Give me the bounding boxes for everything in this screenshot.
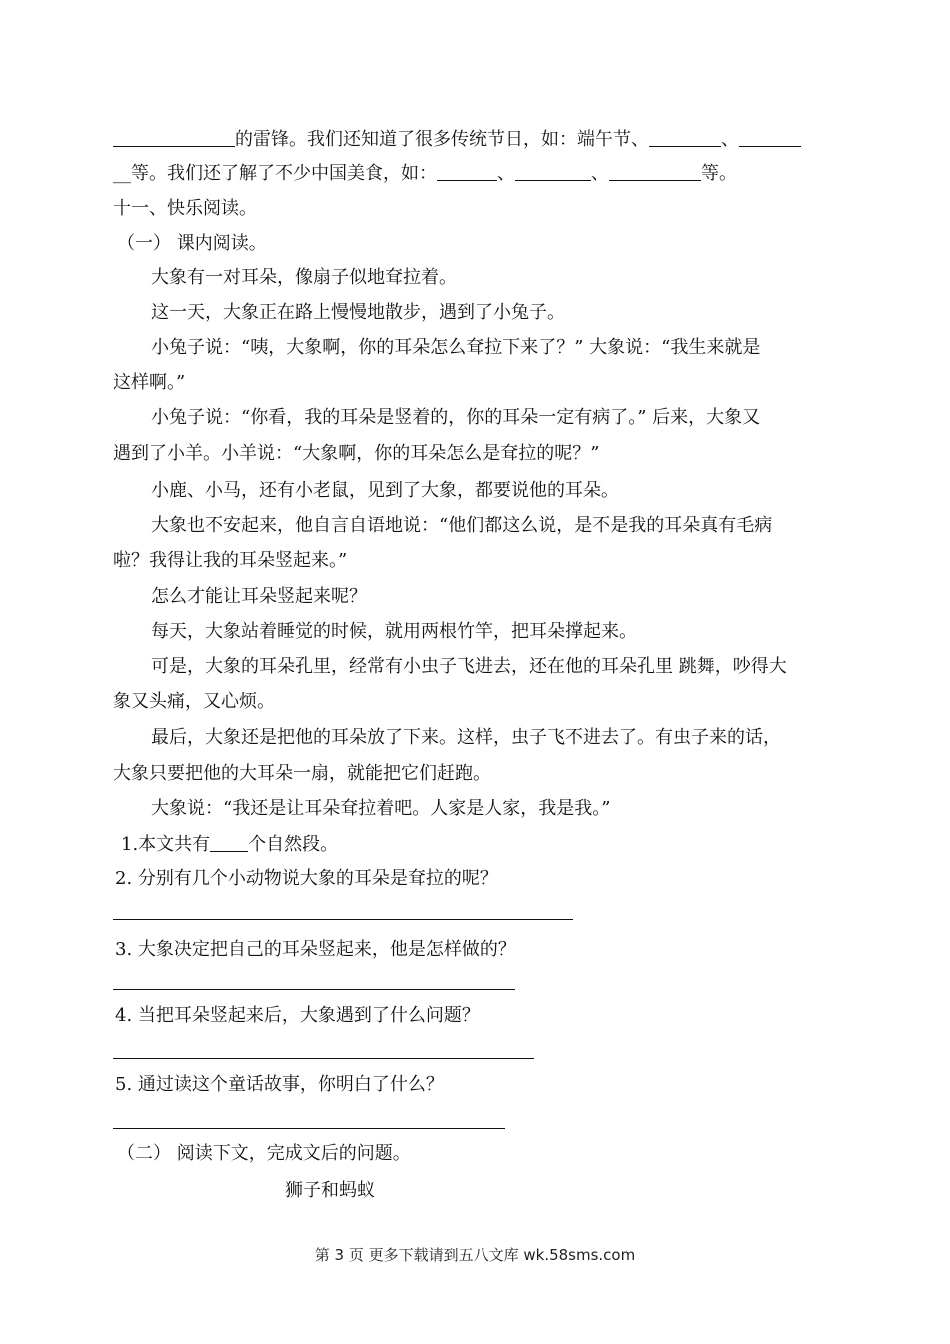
passage-line: 大象只要把他的大耳朵一扇，就能把它们赶跑。 bbox=[113, 763, 491, 784]
text-segment: __等。我们还了解了不少中国美食，如： bbox=[113, 163, 437, 184]
question-2: 2. 分别有几个小动物说大象的耳朵是耷拉的呢？ bbox=[115, 868, 498, 889]
passage-line: 每天，大象站着睡觉的时候，就用两根竹竿，把耳朵撑起来。 bbox=[151, 621, 637, 642]
text-segment: 、 bbox=[721, 129, 739, 150]
passage-line: 这样啊。” bbox=[113, 372, 186, 393]
answer-blank[interactable] bbox=[739, 128, 801, 147]
passage-line: 大象有一对耳朵，像扇子似地耷拉着。 bbox=[151, 267, 457, 288]
fill-line-1 bbox=[113, 128, 843, 152]
passage-line: 遇到了小羊。小羊说：“大象啊，你的耳朵怎么是耷拉的呢？” bbox=[113, 443, 600, 464]
part-two-heading: （二） 阅读下文，完成文后的问题。 bbox=[117, 1143, 411, 1164]
passage-line: 象又头痛，又心烦。 bbox=[113, 691, 275, 712]
answer-blank[interactable] bbox=[649, 128, 721, 147]
question-5: 5. 通过读这个童话故事，你明白了什么？ bbox=[115, 1074, 444, 1095]
question-text: 1.本文共有 bbox=[121, 834, 211, 855]
question-3: 3. 大象决定把自己的耳朵竖起来，他是怎样做的？ bbox=[115, 939, 516, 960]
question-text: 个自然段。 bbox=[248, 834, 339, 855]
answer-line[interactable] bbox=[113, 1058, 534, 1059]
fill-line-2 bbox=[113, 162, 843, 186]
answer-line[interactable] bbox=[113, 919, 573, 920]
passage-line: 啦？我得让我的耳朵竖起来。” bbox=[113, 550, 348, 571]
answer-blank[interactable] bbox=[515, 162, 591, 181]
answer-line[interactable] bbox=[113, 989, 515, 990]
passage-line: 小兔子说：“你看，我的耳朵是竖着的，你的耳朵一定有病了。” 后来，大象又 bbox=[151, 407, 761, 428]
page-footer: 第 3 页 更多下载请到五八文库 wk.58sms.com bbox=[314, 1246, 636, 1264]
answer-blank[interactable] bbox=[210, 833, 248, 852]
passage-line: 怎么才能让耳朵竖起来呢？ bbox=[151, 586, 367, 607]
section-heading: 十一、快乐阅读。 bbox=[113, 198, 257, 219]
answer-line[interactable] bbox=[113, 1128, 505, 1129]
story-title: 狮子和蚂蚁 bbox=[285, 1180, 375, 1201]
passage-line: 最后，大象还是把他的耳朵放了下来。这样，虫子飞不进去了。有虫子来的话， bbox=[151, 727, 781, 748]
passage-line: 小兔子说：“咦，大象啊，你的耳朵怎么耷拉下来了？” 大象说：“我生来就是 bbox=[151, 337, 761, 358]
part-one-heading: （一） 课内阅读。 bbox=[117, 233, 267, 254]
passage-line: 这一天，大象正在路上慢慢地散步，遇到了小兔子。 bbox=[151, 302, 565, 323]
question-1 bbox=[121, 833, 851, 857]
answer-blank[interactable] bbox=[437, 162, 497, 181]
passage-line: 小鹿、小马，还有小老鼠，见到了大象，都要说他的耳朵。 bbox=[151, 480, 619, 501]
passage-line: 可是，大象的耳朵孔里，经常有小虫子飞进去，还在他的耳朵孔里 跳舞，吵得大 bbox=[151, 656, 787, 677]
question-4: 4. 当把耳朵竖起来后，大象遇到了什么问题？ bbox=[115, 1005, 480, 1026]
text-segment: 的雷锋。我们还知道了很多传统节日，如：端午节、 bbox=[235, 129, 649, 150]
passage-line: 大象说：“我还是让耳朵耷拉着吧。人家是人家，我是我。” bbox=[151, 798, 611, 819]
answer-blank[interactable] bbox=[609, 162, 701, 181]
text-segment: 等。 bbox=[701, 163, 737, 184]
passage-line: 大象也不安起来，他自言自语地说：“他们都这么说，是不是我的耳朵真有毛病 bbox=[151, 515, 773, 536]
text-segment: 、 bbox=[497, 163, 515, 184]
text-segment: 、 bbox=[591, 163, 609, 184]
answer-blank[interactable] bbox=[113, 128, 235, 147]
